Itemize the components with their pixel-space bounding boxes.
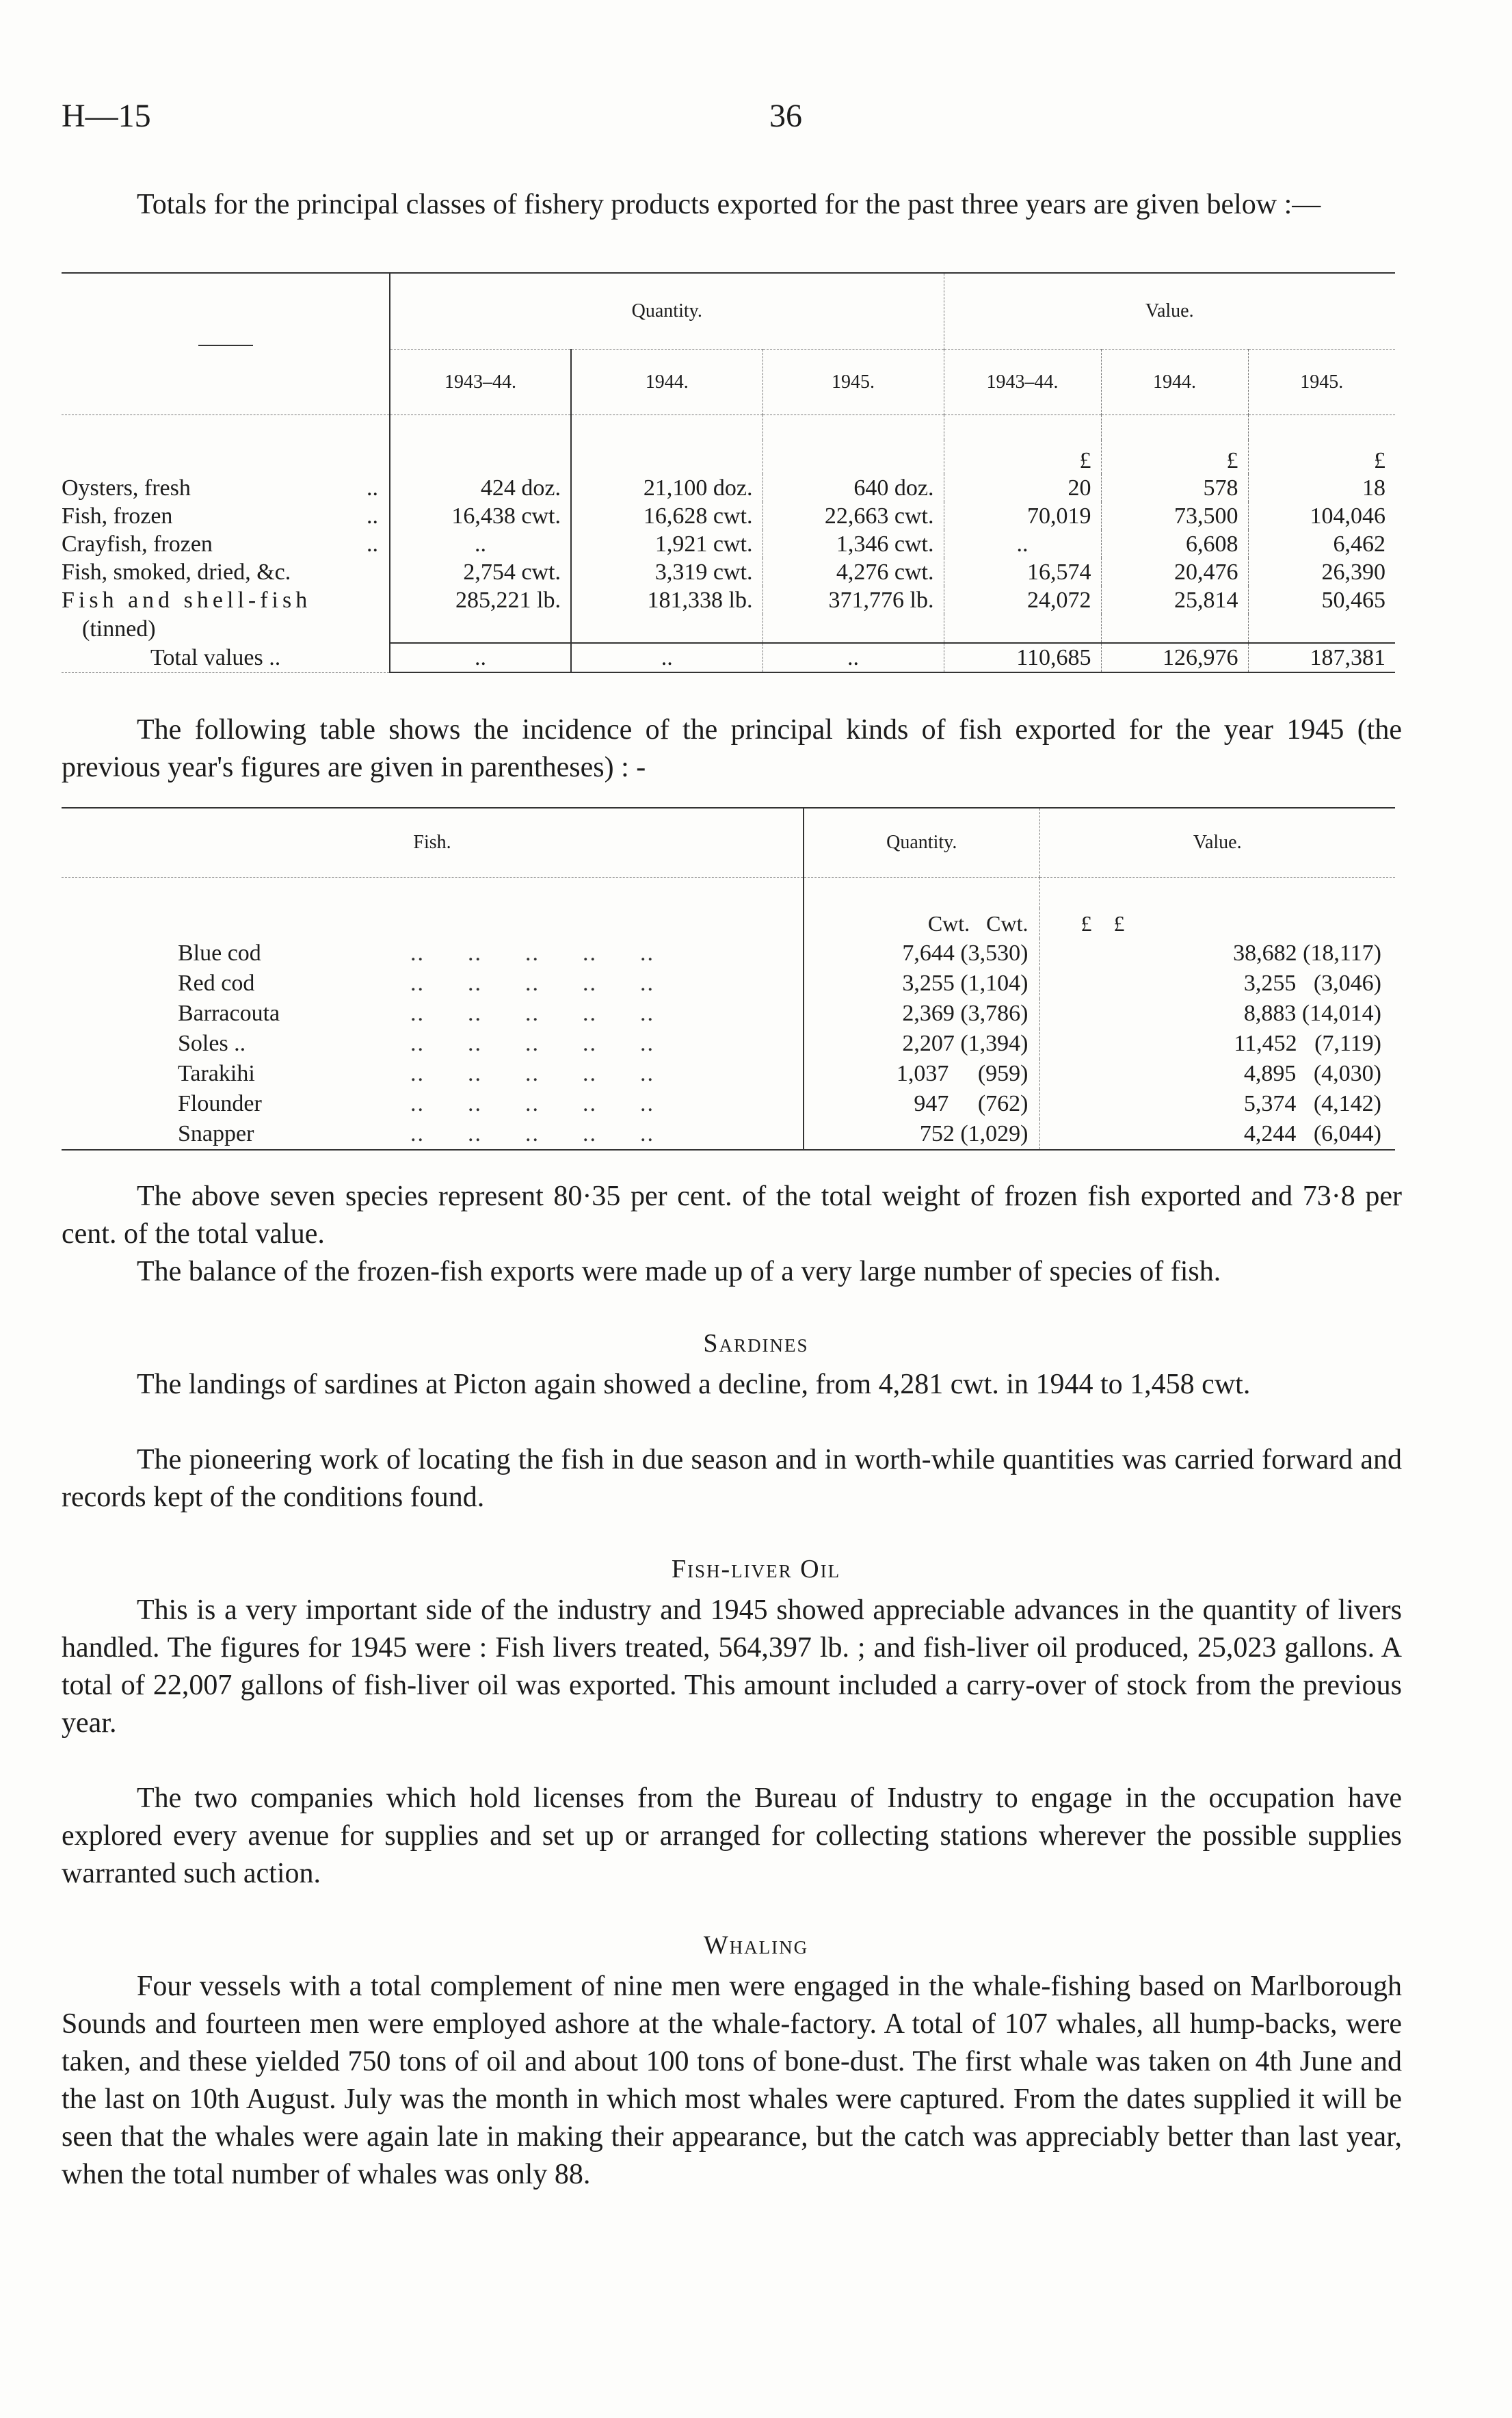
fish-name: Snapper — [178, 1121, 254, 1146]
year-header: 1943–44. — [390, 350, 571, 415]
fish-name: Flounder — [178, 1091, 262, 1116]
quantity-cell: 285,221 lb. — [390, 586, 571, 614]
quantity-cell — [571, 614, 762, 643]
currency-symbol: £ — [1101, 440, 1248, 474]
quantity-cell: 3,255 (1,104) — [804, 969, 1039, 999]
row-label: Fish, frozen — [62, 503, 173, 529]
quantity-cell: 2,754 cwt. — [390, 558, 571, 586]
value-cell: 70,019 — [944, 502, 1101, 530]
quantity-cell: 752 (1,029) — [804, 1119, 1039, 1150]
value-cell: .. — [944, 530, 1101, 558]
quantity-cell: 4,276 cwt. — [762, 558, 944, 586]
value-cell: 3,255 (3,046) — [1039, 969, 1395, 999]
leader-dots: .. — [367, 503, 378, 529]
table-row — [62, 614, 1395, 643]
fish-name: Red cod — [178, 971, 255, 996]
table-row — [62, 1059, 1395, 1089]
quantity-cell: 640 doz. — [762, 474, 944, 502]
leader-dots: .. — [367, 531, 378, 557]
quantity-cell: 947 (762) — [804, 1089, 1039, 1119]
quantity-cell: 2,207 (1,394) — [804, 1029, 1039, 1059]
sardines-heading: Sardines — [703, 1329, 809, 1358]
table-row — [62, 502, 1395, 530]
leader-dots: .. .. .. .. .. — [410, 1001, 654, 1026]
quantity-group-header: Quantity. — [390, 274, 944, 350]
value-cell: 578 — [1101, 474, 1248, 502]
year-header: 1945. — [1248, 350, 1395, 415]
value-cell: 50,465 — [1248, 586, 1395, 614]
table-row — [62, 1089, 1395, 1119]
value-cell: 4,244 (6,044) — [1039, 1119, 1395, 1150]
fish-liver-oil-paragraph-2: The two companies which hold licenses from the Bureau of Industry to engage in the occupation have explored every avenue for supplies and set up or arranged for collecting stations wherever the possible supplies warranted such action. — [62, 1783, 1402, 1889]
row-label: Oysters, fresh — [62, 475, 191, 501]
sardines-paragraph-1: The landings of sardines at Picton again showed a decline, from 4,281 cwt. in 1944 to 1,458 cwt. — [137, 1369, 1251, 1400]
total-label: Total values — [150, 644, 263, 670]
leader-dots: .. — [367, 475, 378, 501]
quantity-cell: 1,346 cwt. — [762, 530, 944, 558]
quantity-cell: 16,628 cwt. — [571, 502, 762, 530]
value-cell: 24,072 — [944, 586, 1101, 614]
year-header: 1944. — [571, 350, 762, 415]
total-row — [62, 643, 1395, 672]
value-cell: 6,462 — [1248, 530, 1395, 558]
quantity-cell — [390, 614, 571, 643]
leader-dots: .. .. .. .. .. — [410, 1031, 654, 1056]
fish-liver-oil-paragraph-1: This is a very important side of the industry and 1945 showed appreciable advances in the quantity of livers handled. The figures for 1945 were : Fish livers treated, 564,397 lb. ; and fish-liver oil produced, 25,023 gallons. A total of 22,007 gallons of fish-liver oil was exported. This amount included a carry-over of stock from the previous year. — [62, 1594, 1402, 1739]
value-cell — [944, 614, 1101, 643]
fish-name: Soles .. — [178, 1031, 246, 1056]
seven-species-paragraph: The above seven species represent 80·35 per cent. of the total weight of frozen fish exported and 73·8 per cent. of the total value. — [62, 1181, 1402, 1250]
whaling-paragraph: Four vessels with a total complement of nine men were engaged in the whale-fishing based on Marlborough Sounds and fourteen men were employed ashore at the whale-factory. A total of 107 whales, all hump-backs, were taken, and these yielded 750 tons of oil and about 100 tons of bone-dust. The first whale was taken on 4th June and the last on 10th August. July was the month in which most whales were captured. From the dates supplied it will be seen that the whales were again late in making their appearance, but the catch was appreciably better than last year, when the total number of whales was only 88. — [62, 1971, 1402, 2190]
table-row — [62, 530, 1395, 558]
quantity-cell: 2,369 (3,786) — [804, 999, 1039, 1029]
table-row — [62, 999, 1395, 1029]
value-cell: 5,374 (4,142) — [1039, 1089, 1395, 1119]
table-row — [62, 938, 1395, 969]
value-cell: 20 — [944, 474, 1101, 502]
whaling-heading: Whaling — [703, 1931, 809, 1960]
quantity-cell: 371,776 lb. — [762, 586, 944, 614]
row-label: Crayfish, frozen — [62, 531, 213, 557]
value-cell: 20,476 — [1101, 558, 1248, 586]
value-cell: 18 — [1248, 474, 1395, 502]
table-row — [62, 558, 1395, 586]
table-row — [62, 969, 1395, 999]
quantity-cell: .. — [762, 643, 944, 672]
quantity-cell: .. — [390, 530, 571, 558]
total-value-cell: 110,685 — [944, 643, 1101, 672]
quantity-cell — [762, 614, 944, 643]
value-cell: 8,883 (14,014) — [1039, 999, 1395, 1029]
row-label: Fish and shell-fish — [62, 588, 312, 613]
table-row — [62, 1029, 1395, 1059]
sardines-paragraph-2: The pioneering work of locating the fish in due season and in worth-while quantities was carried forward and records kept of the conditions found. — [62, 1444, 1402, 1513]
row-label: (tinned) — [82, 616, 156, 642]
total-value-cell: 187,381 — [1248, 643, 1395, 672]
page-number: 36 — [769, 98, 802, 134]
value-cell — [1248, 614, 1395, 643]
value-column-header: Value. — [1039, 809, 1395, 878]
quantity-cell: 21,100 doz. — [571, 474, 762, 502]
total-value-cell: 126,976 — [1101, 643, 1248, 672]
value-cell: 6,608 — [1101, 530, 1248, 558]
quantity-column-header: Quantity. — [804, 809, 1039, 878]
quantity-cell: 3,319 cwt. — [571, 558, 762, 586]
leader-dots: .. — [269, 644, 281, 670]
value-cell: 25,814 — [1101, 586, 1248, 614]
balance-paragraph: The balance of the frozen-fish exports were made up of a very large number of species of fish. — [137, 1256, 1221, 1287]
leader-dots: .. .. .. .. .. — [410, 1121, 654, 1146]
currency-symbol: £ — [1248, 440, 1395, 474]
value-units: £ £ — [1039, 908, 1395, 938]
fish-table-intro: The following table shows the incidence of the principal kinds of fish exported for the year 1945 (the previous year's figures are given in parentheses) : - — [62, 714, 1402, 783]
row-label: Fish, smoked, dried, &c. — [62, 560, 291, 585]
quantity-cell: 424 doz. — [390, 474, 571, 502]
year-header: 1944. — [1101, 350, 1248, 415]
page-header — [62, 97, 1457, 145]
fish-name: Barracouta — [178, 1001, 280, 1026]
quantity-cell: 1,921 cwt. — [571, 530, 762, 558]
fish-name: Blue cod — [178, 941, 261, 966]
intro-paragraph: Totals for the principal classes of fishery products exported for the past three years are given below :— — [137, 189, 1321, 220]
value-cell: 26,390 — [1248, 558, 1395, 586]
table-row — [62, 586, 1395, 614]
quantity-cell: .. — [571, 643, 762, 672]
quantity-cell: 22,663 cwt. — [762, 502, 944, 530]
leader-dots: .. .. .. .. .. — [410, 941, 654, 966]
value-cell — [1101, 614, 1248, 643]
value-cell: 38,682 (18,117) — [1039, 938, 1395, 969]
quantity-cell: 7,644 (3,530) — [804, 938, 1039, 969]
value-group-header: Value. — [944, 274, 1395, 350]
quantity-cell: .. — [390, 643, 571, 672]
value-cell: 16,574 — [944, 558, 1101, 586]
fish-column-header: Fish. — [62, 809, 804, 878]
leader-dots: .. .. .. .. .. — [410, 1061, 654, 1086]
currency-symbol: £ — [944, 440, 1101, 474]
row-label-header — [62, 274, 390, 415]
value-cell: 104,046 — [1248, 502, 1395, 530]
quantity-cell: 1,037 (959) — [804, 1059, 1039, 1089]
fish-name: Tarakihi — [178, 1061, 255, 1086]
quantity-units: Cwt. Cwt. — [804, 908, 1039, 938]
exports-by-class-table — [62, 272, 1395, 673]
fish-species-table — [62, 807, 1395, 1181]
table-row — [62, 1119, 1395, 1150]
quantity-cell: 181,338 lb. — [571, 586, 762, 614]
year-header: 1945. — [762, 350, 944, 415]
leader-dots: .. .. .. .. .. — [410, 971, 654, 996]
fish-liver-oil-heading: Fish-liver Oil — [671, 1555, 841, 1583]
value-cell: 4,895 (4,030) — [1039, 1059, 1395, 1089]
report-reference: H—15 — [62, 98, 151, 134]
year-header: 1943–44. — [944, 350, 1101, 415]
table-row — [62, 474, 1395, 502]
quantity-cell: 16,438 cwt. — [390, 502, 571, 530]
value-cell: 73,500 — [1101, 502, 1248, 530]
leader-dots: .. .. .. .. .. — [410, 1091, 654, 1116]
value-cell: 11,452 (7,119) — [1039, 1029, 1395, 1059]
